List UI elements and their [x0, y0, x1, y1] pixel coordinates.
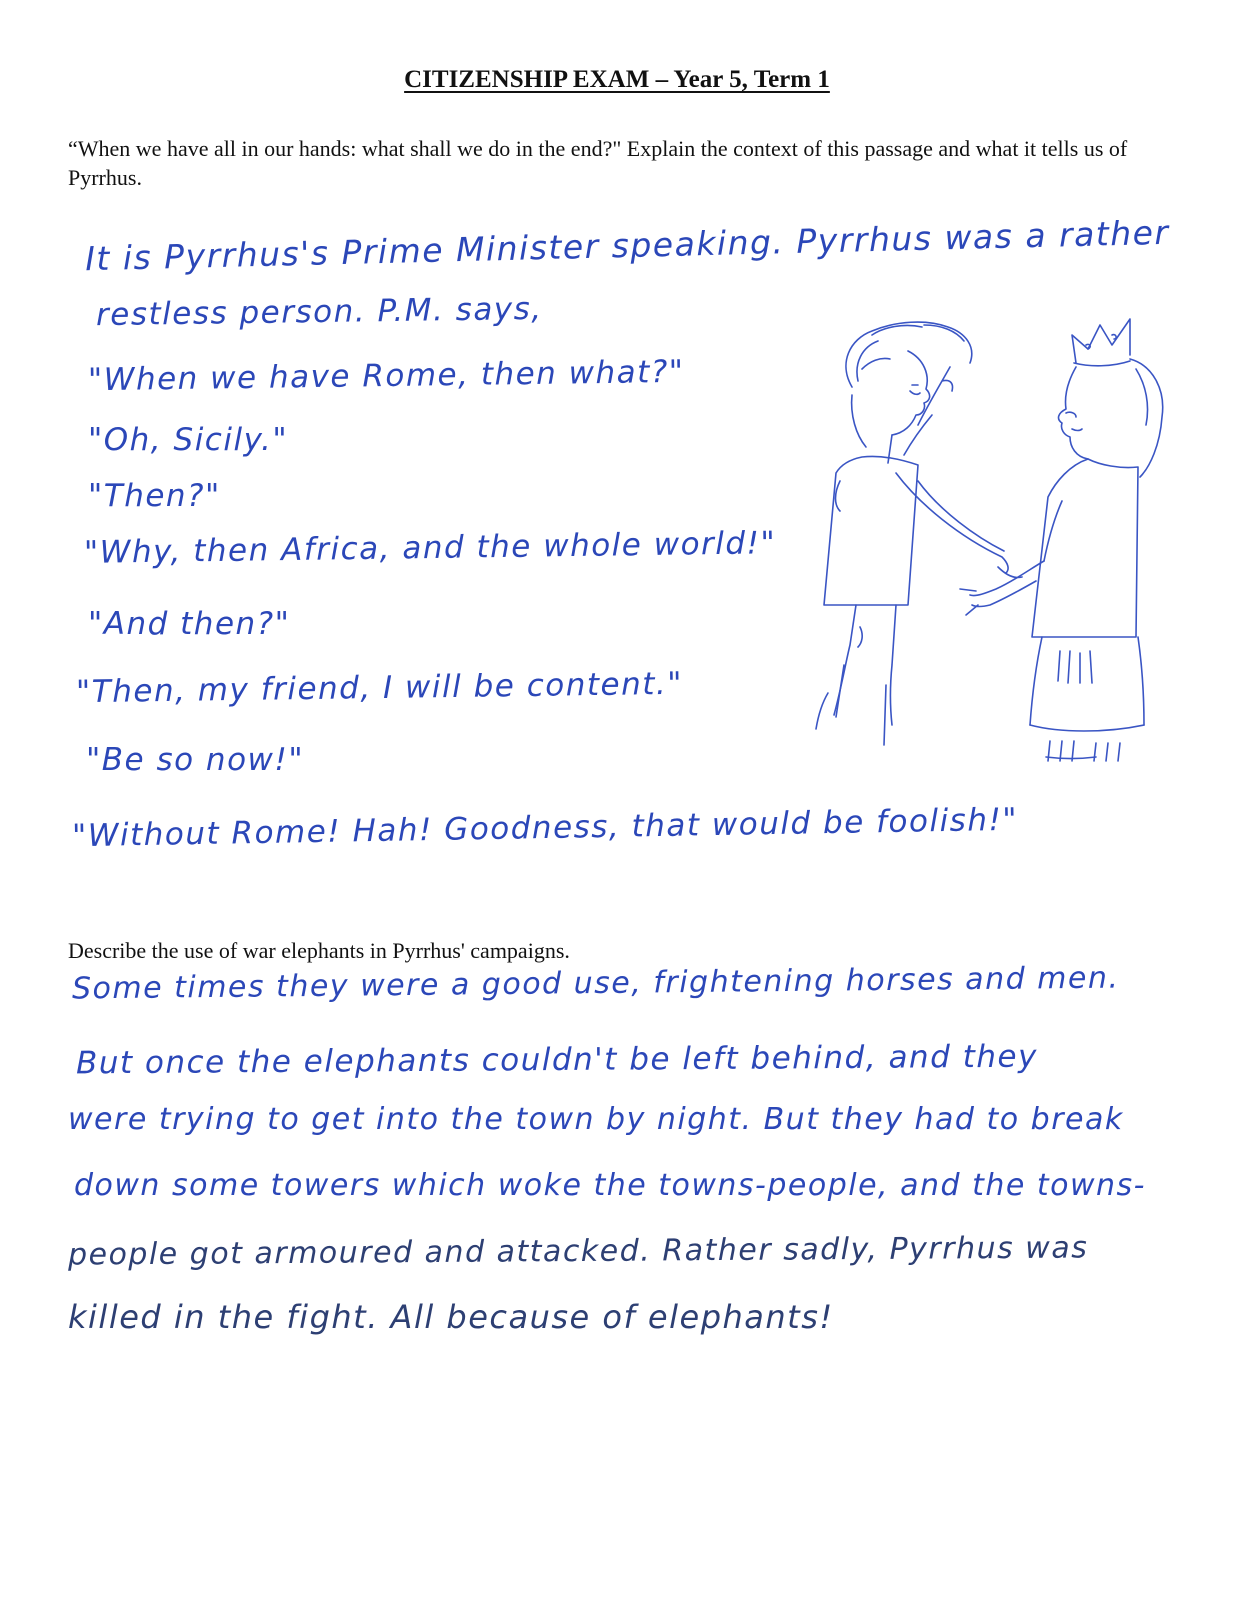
answer-2-line: down some towers which woke the towns-people, and the towns-: [74, 1168, 1147, 1203]
pen-sketch-illustration: [800, 305, 1180, 800]
answer-2-line: people got armoured and attacked. Rather sadly, Pyrrhus was: [67, 1230, 1089, 1273]
answer-1-line: "Oh, Sicily.": [88, 422, 289, 458]
answer-2-line: Some times they were a good use, frightening horses and men.: [71, 960, 1120, 1007]
answer-2-line: But once the elephants couldn't be left behind, and they: [75, 1038, 1039, 1082]
answer-1-line: "Then?": [88, 478, 221, 514]
question-2-prompt: Describe the use of war elephants in Pyrrhus' campaigns.: [68, 938, 570, 963]
answer-2-line: killed in the fight. All because of elephants!: [68, 1298, 834, 1336]
answer-1-line: "And then?": [88, 606, 291, 642]
answer-1-line: "Then, my friend, I will be content.": [75, 665, 684, 711]
answer-1-line: It is Pyrrhus's Prime Minister speaking. Pyrrhus was a rather: [84, 212, 1170, 279]
answer-1-line: restless person. P.M. says,: [95, 290, 543, 334]
answer-1-line: "Be so now!": [86, 742, 305, 778]
page-title: CITIZENSHIP EXAM – Year 5, Term 1: [404, 66, 830, 93]
question-1-prompt: “When we have all in our hands: what shall we do in the end?" Explain the context of this passage and what it tells us of Pyrrhus.: [68, 136, 1128, 190]
answer-2-line: were trying to get into the town by night. But they had to break: [68, 1102, 1124, 1137]
answer-1-line: "When we have Rome, then what?": [87, 353, 685, 399]
answer-1-line: "Without Rome! Hah! Goodness, that would be foolish!": [71, 801, 1019, 855]
answer-1-line: "Why, then Africa, and the whole world!": [83, 525, 777, 571]
